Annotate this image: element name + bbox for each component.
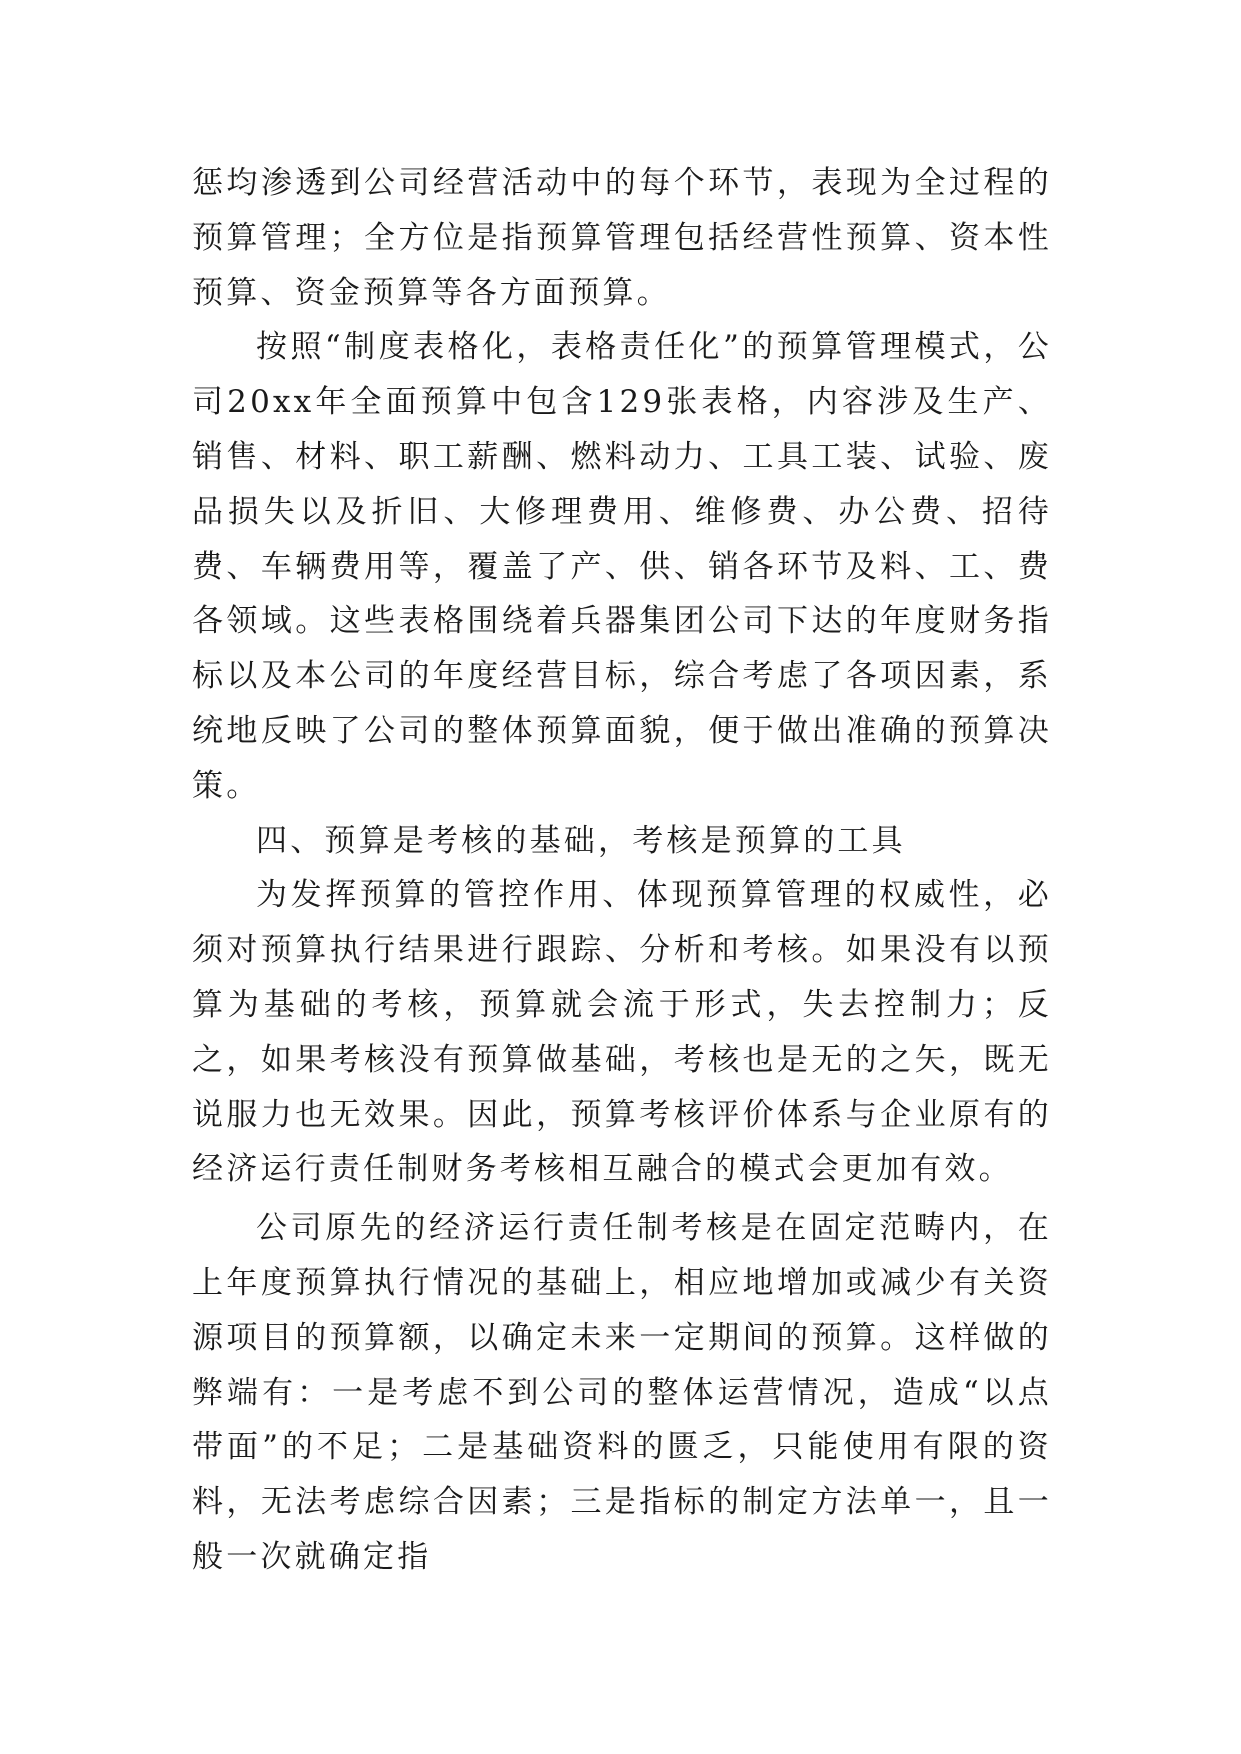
document-body <box>192 156 1052 1585</box>
paragraph-intro-continuation: 惩均渗透到公司经营活动中的每个环节，表现为全过程的预算管理；全方位是指预算管理包括经营性预算、资本性预算、资金预算等各方面预算。 <box>192 165 1052 311</box>
paragraph-assessment-basis: 为发挥预算的管控作用、体现预算管理的权威性，必须对预算执行结果进行跟踪、分析和考核。如果没有以预算为基础的考核，预算就会流于形式，失去控制力；反之，如果考核没有预算做基础，考核也是无的之矢，既无说服力也无效果。因此，预算考核评价体系与企业原有的经济运行责任制财务考核相互融合的模式会更加有效。 <box>192 877 1052 1188</box>
section-heading-four: 四、预算是考核的基础，考核是预算的工具 <box>256 822 906 859</box>
paragraph-budget-tables: 按照“制度表格化，表格责任化”的预算管理模式，公司20xx年全面预算中包含129张表格，内容涉及生产、销售、材料、职工薪酬、燃料动力、工具工装、试验、废品损失以及折旧、大修理费用、维修费、办公费、招待费、车辆费用等，覆盖了产、供、销各环节及料、工、费各领域。这些表格围绕着兵器集团公司下达的年度财务指标以及本公司的年度经营目标，综合考虑了各项因素，系统地反映了公司的整体预算面貌，便于做出准确的预算决策。 <box>192 329 1052 804</box>
paragraph-original-assessment: 公司原先的经济运行责任制考核是在固定范畴内，在上年度预算执行情况的基础上，相应地增加或减少有关资源项目的预算额，以确定未来一定期间的预算。这样做的弊端有：一是考虑不到公司的整体运营情况，造成“以点带面”的不足；二是基础资料的匮乏，只能使用有限的资料，无法考虑综合因素；三是指标的制定方法单一，且一般一次就确定指 <box>192 1210 1052 1575</box>
